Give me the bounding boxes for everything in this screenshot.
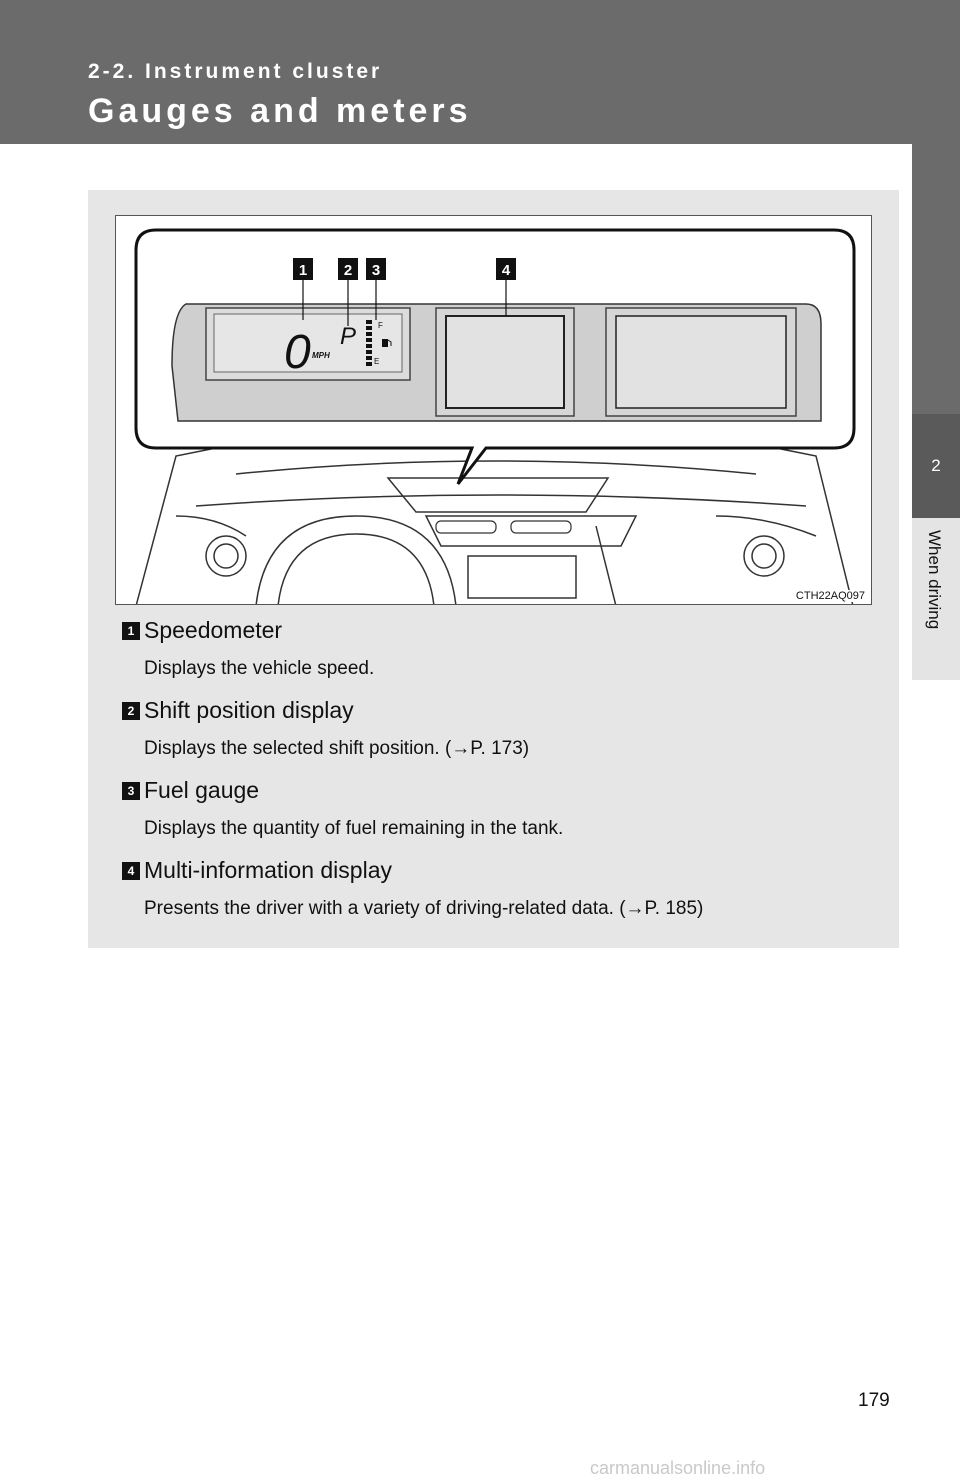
air-vent-left	[206, 536, 246, 576]
list-item-speedometer	[122, 617, 892, 680]
item-title: Speedometer	[144, 617, 283, 643]
list-item-multi-information-display	[122, 857, 892, 920]
center-vents	[436, 521, 571, 533]
side-tab-chapter-number[interactable]: 2	[912, 414, 960, 518]
dashboard-line-art	[136, 444, 853, 605]
multi-information-display	[446, 316, 564, 408]
list-item-shift-position-display	[122, 697, 892, 760]
item-title: Shift position display	[144, 697, 354, 723]
side-tab-top	[912, 144, 960, 414]
speed-unit: MPH	[312, 351, 330, 360]
item-number-badge: 2	[122, 702, 140, 720]
item-description: Displays the quantity of fuel remaining in the tank.	[144, 818, 564, 839]
item-description[interactable]: Presents the driver with a variety of driving-related data. (→P. 185)	[144, 898, 704, 919]
list-item-fuel-gauge	[122, 777, 892, 840]
item-title: Fuel gauge	[144, 777, 260, 803]
callout-number-1: 1	[298, 262, 308, 279]
section-label: 2-2. Instrument cluster	[88, 60, 383, 83]
side-tab-chapter-label: When driving	[925, 530, 944, 630]
page-title: Gauges and meters	[88, 92, 472, 130]
speed-readout: 0	[284, 326, 311, 379]
watermark[interactable]: carmanualsonline.info	[590, 1458, 766, 1478]
figure-code: CTH22AQ097	[795, 590, 865, 602]
item-description: Displays the vehicle speed.	[144, 658, 375, 679]
item-number-badge: 4	[122, 862, 140, 880]
air-vent-right	[744, 536, 784, 576]
callout-number-3: 3	[371, 262, 381, 279]
dashboard-illustration	[116, 216, 872, 605]
item-number-badge: 1	[122, 622, 140, 640]
fuel-empty-mark: E	[374, 357, 380, 366]
instrument-cluster-figure	[115, 215, 872, 605]
fuel-full-mark: F	[378, 321, 383, 330]
page-number: 179	[858, 1390, 890, 1411]
right-display	[616, 316, 786, 408]
callout-number-4: 4	[501, 262, 511, 279]
item-description[interactable]: Displays the selected shift position. (→P. 173)	[144, 738, 530, 759]
item-title: Multi-information display	[144, 857, 392, 883]
item-number-badge: 3	[122, 782, 140, 800]
callout-number-2: 2	[343, 262, 353, 279]
shift-position-readout: P	[340, 323, 357, 350]
